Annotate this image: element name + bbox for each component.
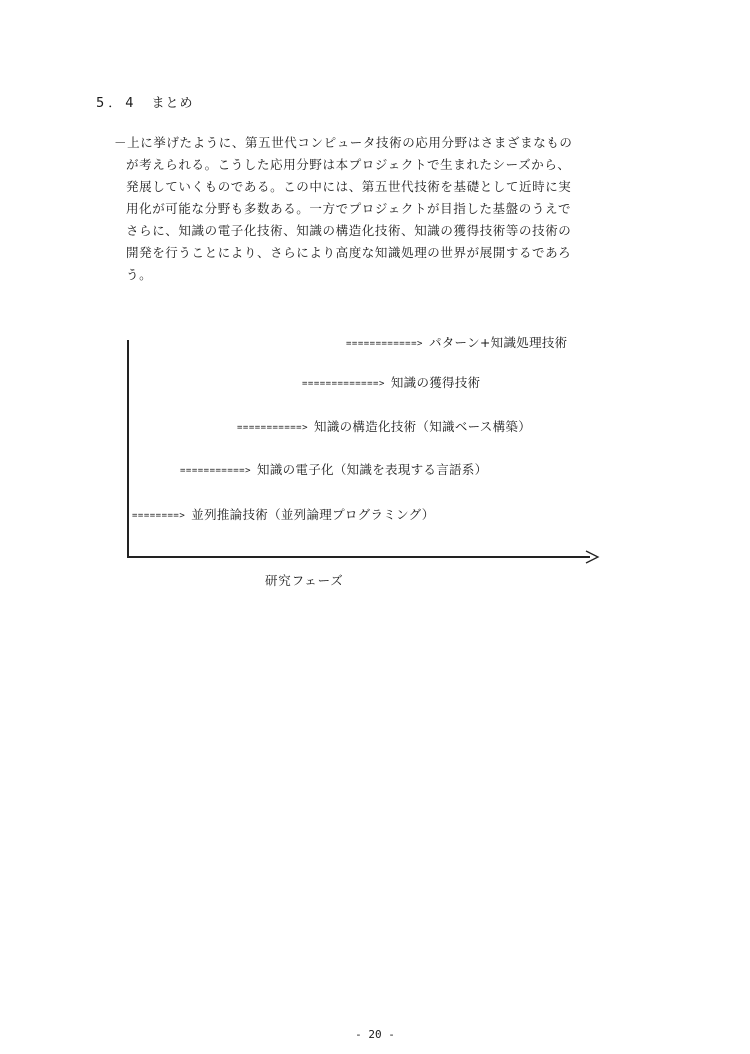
phase-label: 知識の獲得技術: [390, 375, 481, 390]
paragraph-line: さらに、知識の電子化技術、知識の構造化技術、知識の獲得技術等の技術の: [126, 223, 572, 238]
phase-knowledge-acquisition: [302, 373, 480, 391]
diagram-y-axis: [127, 340, 129, 558]
section-number: 5．4: [96, 96, 138, 111]
phase-knowledge-structuring: [237, 417, 531, 435]
phase-arrow: ===========>: [237, 423, 309, 433]
phase-arrow: =============>: [302, 379, 385, 389]
paragraph-line: が考えられる。こうした応用分野は本プロジェクトで生まれたシーズから、: [126, 157, 571, 172]
phase-parallel-inference: [132, 505, 435, 523]
paragraph-line: 開発を行うことにより、さらにより高度な知識処理の世界が展開するであろ: [126, 245, 572, 260]
diagram-x-axis: [127, 556, 590, 558]
paragraph-line: 用化が可能な分野も多数ある。一方でプロジェクトが目指した基盤のうえで: [126, 201, 572, 216]
phase-label: パターン+知識処理技術: [428, 335, 568, 350]
phase-arrow: ===========>: [180, 466, 252, 476]
phase-arrow: ========>: [132, 511, 186, 521]
page-number: - 20 -: [355, 1028, 395, 1041]
paragraph-line: う。: [126, 267, 153, 282]
phase-label: 知識の電子化（知識を表現する言語系）: [257, 462, 488, 477]
phase-arrow: ============>: [346, 339, 423, 349]
x-axis-label: 研究フェーズ: [265, 573, 344, 588]
phase-label: 並列推論技術（並列論理プログラミング）: [191, 507, 435, 522]
section-title: まとめ: [151, 96, 194, 111]
phase-pattern-knowledge: [346, 333, 567, 351]
paragraph-line: －上に挙げたように、第五世代コンピュータ技術の応用分野はさまざまなもの: [114, 135, 573, 150]
phase-knowledge-digitization: [180, 460, 487, 478]
paragraph-line: 発展していくものである。この中には、第五世代技術を基礎として近時に実: [126, 179, 572, 194]
phase-label: 知識の構造化技術（知識ベース構築）: [314, 419, 532, 434]
